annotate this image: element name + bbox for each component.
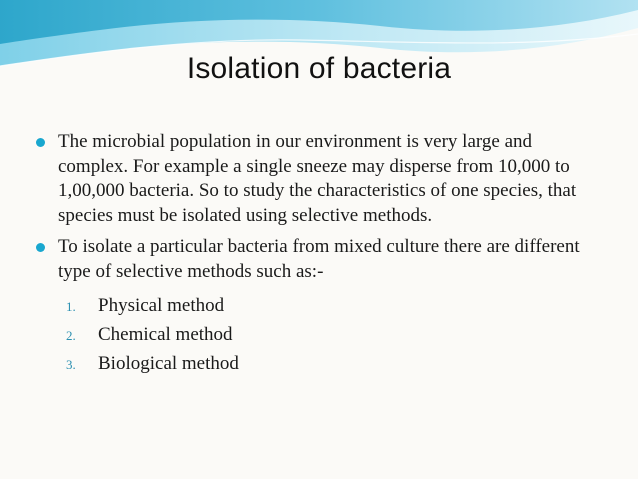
bullet-text: To isolate a particular bacteria from mixed culture there are different type of selective methods such as:- xyxy=(58,236,580,282)
method-label: Biological method xyxy=(98,353,239,374)
method-label: Chemical method xyxy=(98,324,233,345)
slide-title: Isolation of bacteria xyxy=(186,52,452,85)
bullet-item xyxy=(12,235,602,284)
methods-list xyxy=(12,291,602,378)
method-number: 1. xyxy=(66,299,76,314)
bullet-text: The microbial population in our environment is very large and complex. For example a single sneeze may disperse from 10,000 to 1,00,000 bacteria. So to study the characteristics of one species, that species must be isolated using selective methods. xyxy=(58,131,577,226)
slide-content xyxy=(12,130,602,378)
method-label: Physical method xyxy=(98,295,225,316)
method-number: 2. xyxy=(66,328,76,343)
method-item xyxy=(12,291,602,320)
filled-circle-bullet-icon xyxy=(36,138,45,147)
bullet-item xyxy=(12,130,602,228)
method-item xyxy=(12,320,602,349)
method-number: 3. xyxy=(66,357,76,372)
method-item xyxy=(12,349,602,378)
filled-circle-bullet-icon xyxy=(36,243,45,252)
